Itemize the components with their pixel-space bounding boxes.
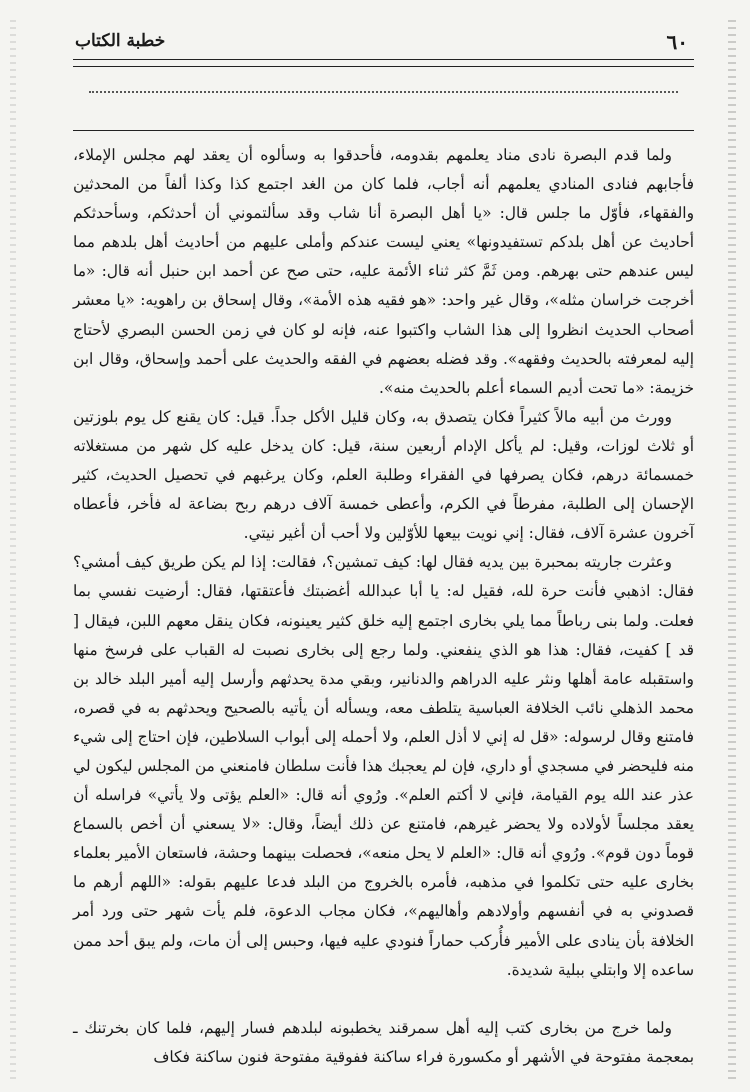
page-border-ornament (728, 20, 736, 1080)
header-rule-inner (73, 66, 694, 67)
paragraph-bukhara-ruler: وعثرت جاريته بمحبرة بين يديه فقال لها: كيف تمشين؟، فقالت: إذا لم يكن طريق كيف أمشي؟ فقال: اذهبي فأنت حرة لله، فقيل له: يا أبا عبدالله أغضبتك فأعتقتها، فقال: أرضيت نفسي بما فعلت. ولما بنى رباطاً مما يلي بخارى اجتمع إليه خلق كثير يعينونه، فكان ينقل معهم اللبن، فيقال [ قد ] كفيت، فقال: هذا هو الذي ينفعني. ولما رجع إلى بخارى نصبت له القباب على فرسخ منها واستقبله عامة أهلها ونثر عليه الدراهم والدنانير، وبقي مدة يحدثهم وأرسل إليه أمير البلد خالد بن محمد الذهلي نائب الخلافة العباسية يتلطف معه، ويسأله أن يأتيه بالصحيح ويحدثهم به في قصره، فامتنع وقال لرسوله: «قل له إني لا أذل العلم، ولا أحمله إلى أبواب السلاطين، فإن احتاج إلى شيء منه فليحضر في مسجدي أو داري، فإن لم يعجبك هذا فأنت سلطان فامنعني من المجلس ليكون لي عذر عند الله يوم القيامة، فإني لا أكتم العلم». ورُوي أنه قال: «العلم يؤتى ولا يأتي» فراسله أن يعقد مجلساً لأولاده ولا يحضر غيرهم، فامتنع عن ذلك أيضاً، وقال: «لا يسعني أن أخص بالسماع قوماً دون قوم». ورُوي أنه قال: «العلم لا يحل منعه»، فحصلت بينهما وحشة، فاستعان الأمير بعلماء بخارى عليه حتى تكلموا في مذهبه، فأمره بالخروج من البلد فدعا عليهم بقوله: «اللهم أرهم ما قصدوني به في أنفسهم وأولادهم وأهاليهم»، فكان مجاب الدعوة، فلم يأت شهر حتى ورد أمر الخلافة بأن ينادى على الأمير فأُركب حماراً فنودي عليه فيها، وحبس إلى أن مات، ولم يبق أحد ممن ساعده إلا وابتلي ببلية شديدة. (73, 553, 694, 979)
page-header (73, 26, 694, 56)
page-number: ٦٠ (666, 30, 688, 54)
page-edge-shadow (10, 20, 16, 1080)
header-rule (73, 59, 694, 60)
dotted-separator (89, 91, 678, 93)
paragraph-gap (73, 985, 694, 1014)
paragraph-samarkand: ولما خرج من بخارى كتب إليه أهل سمرقند يخطبونه لبلدهم فسار إليهم، فلما كان بخرتنك ـ بمعجمة مفتوحة في الأشهر أو مكسورة فراء ساكنة ففوقية مفتوحة فنون ساكنة فكاف (73, 1018, 694, 1066)
running-title: خطبة الكتاب (75, 31, 166, 51)
text-top-rule (73, 130, 694, 131)
book-page (73, 26, 694, 1086)
page-body (73, 141, 694, 1072)
paragraph-bukhari-basra: ولما قدم البصرة نادى مناد يعلمهم بقدومه، فأحدقوا به وسألوه أن يعقد لهم مجلس الإملاء، فأجابهم فنادى المنادي يعلمهم أنه أجاب، فلما كان من الغد اجتمع كذا وكذا ألفاً من المحدثين والفقهاء، فأوّل ما جلس قال: «يا أهل البصرة أنا شاب وقد سألتموني أن أحدثكم، وسأحدثكم أحاديث عن أهل بلدكم تستفيدونها» يعني ليست عندكم وأملى عليهم من أحاديث أهل بلدهم مما ليس عندهم حتى بهرهم. ومن ثَمَّ كثر ثناء الأئمة عليه، حتى صح عن أحمد ابن حنبل أنه قال: «ما أخرجت خراسان مثله»، وقال غير واحد: «هو فقيه هذه الأمة»، وقال إسحاق بن راهويه: «يا معشر أصحاب الحديث انظروا إلى هذا الشاب واكتبوا عنه، فإنه لو كان في زمن الحسن البصري لأحتاج إليه لمعرفته بالحديث وفقهه». وقد فضله بعضهم في الفقه والحديث على أحمد وإسحاق، وقال ابن خزيمة: «ما تحت أديم السماء أعلم بالحديث منه». (73, 146, 694, 397)
paragraph-generosity: وورث من أبيه مالاً كثيراً فكان يتصدق به، وكان قليل الأكل جداً. قيل: كان يقنع كل يوم بلوزتين أو ثلاث لوزات، وقيل: لم يأكل الإدام أربعين سنة، قيل: كان يدخل عليه كل شهر من مستغلاته خمسمائة درهم، فكان يصرفها في الفقراء وطلبة العلم، وكان يرغبهم في تحصيل الحديث، كثير الإحسان إلى الطلبة، مفرطاً في الكرم، وأعطى خمسة آلاف درهم ربح بضاعة له فأخر، فأعطاه آخرون عشرة آلاف، فقال: إني نويت بيعها للأوّلين ولا أحب أن أغير نيتي. (73, 407, 694, 543)
